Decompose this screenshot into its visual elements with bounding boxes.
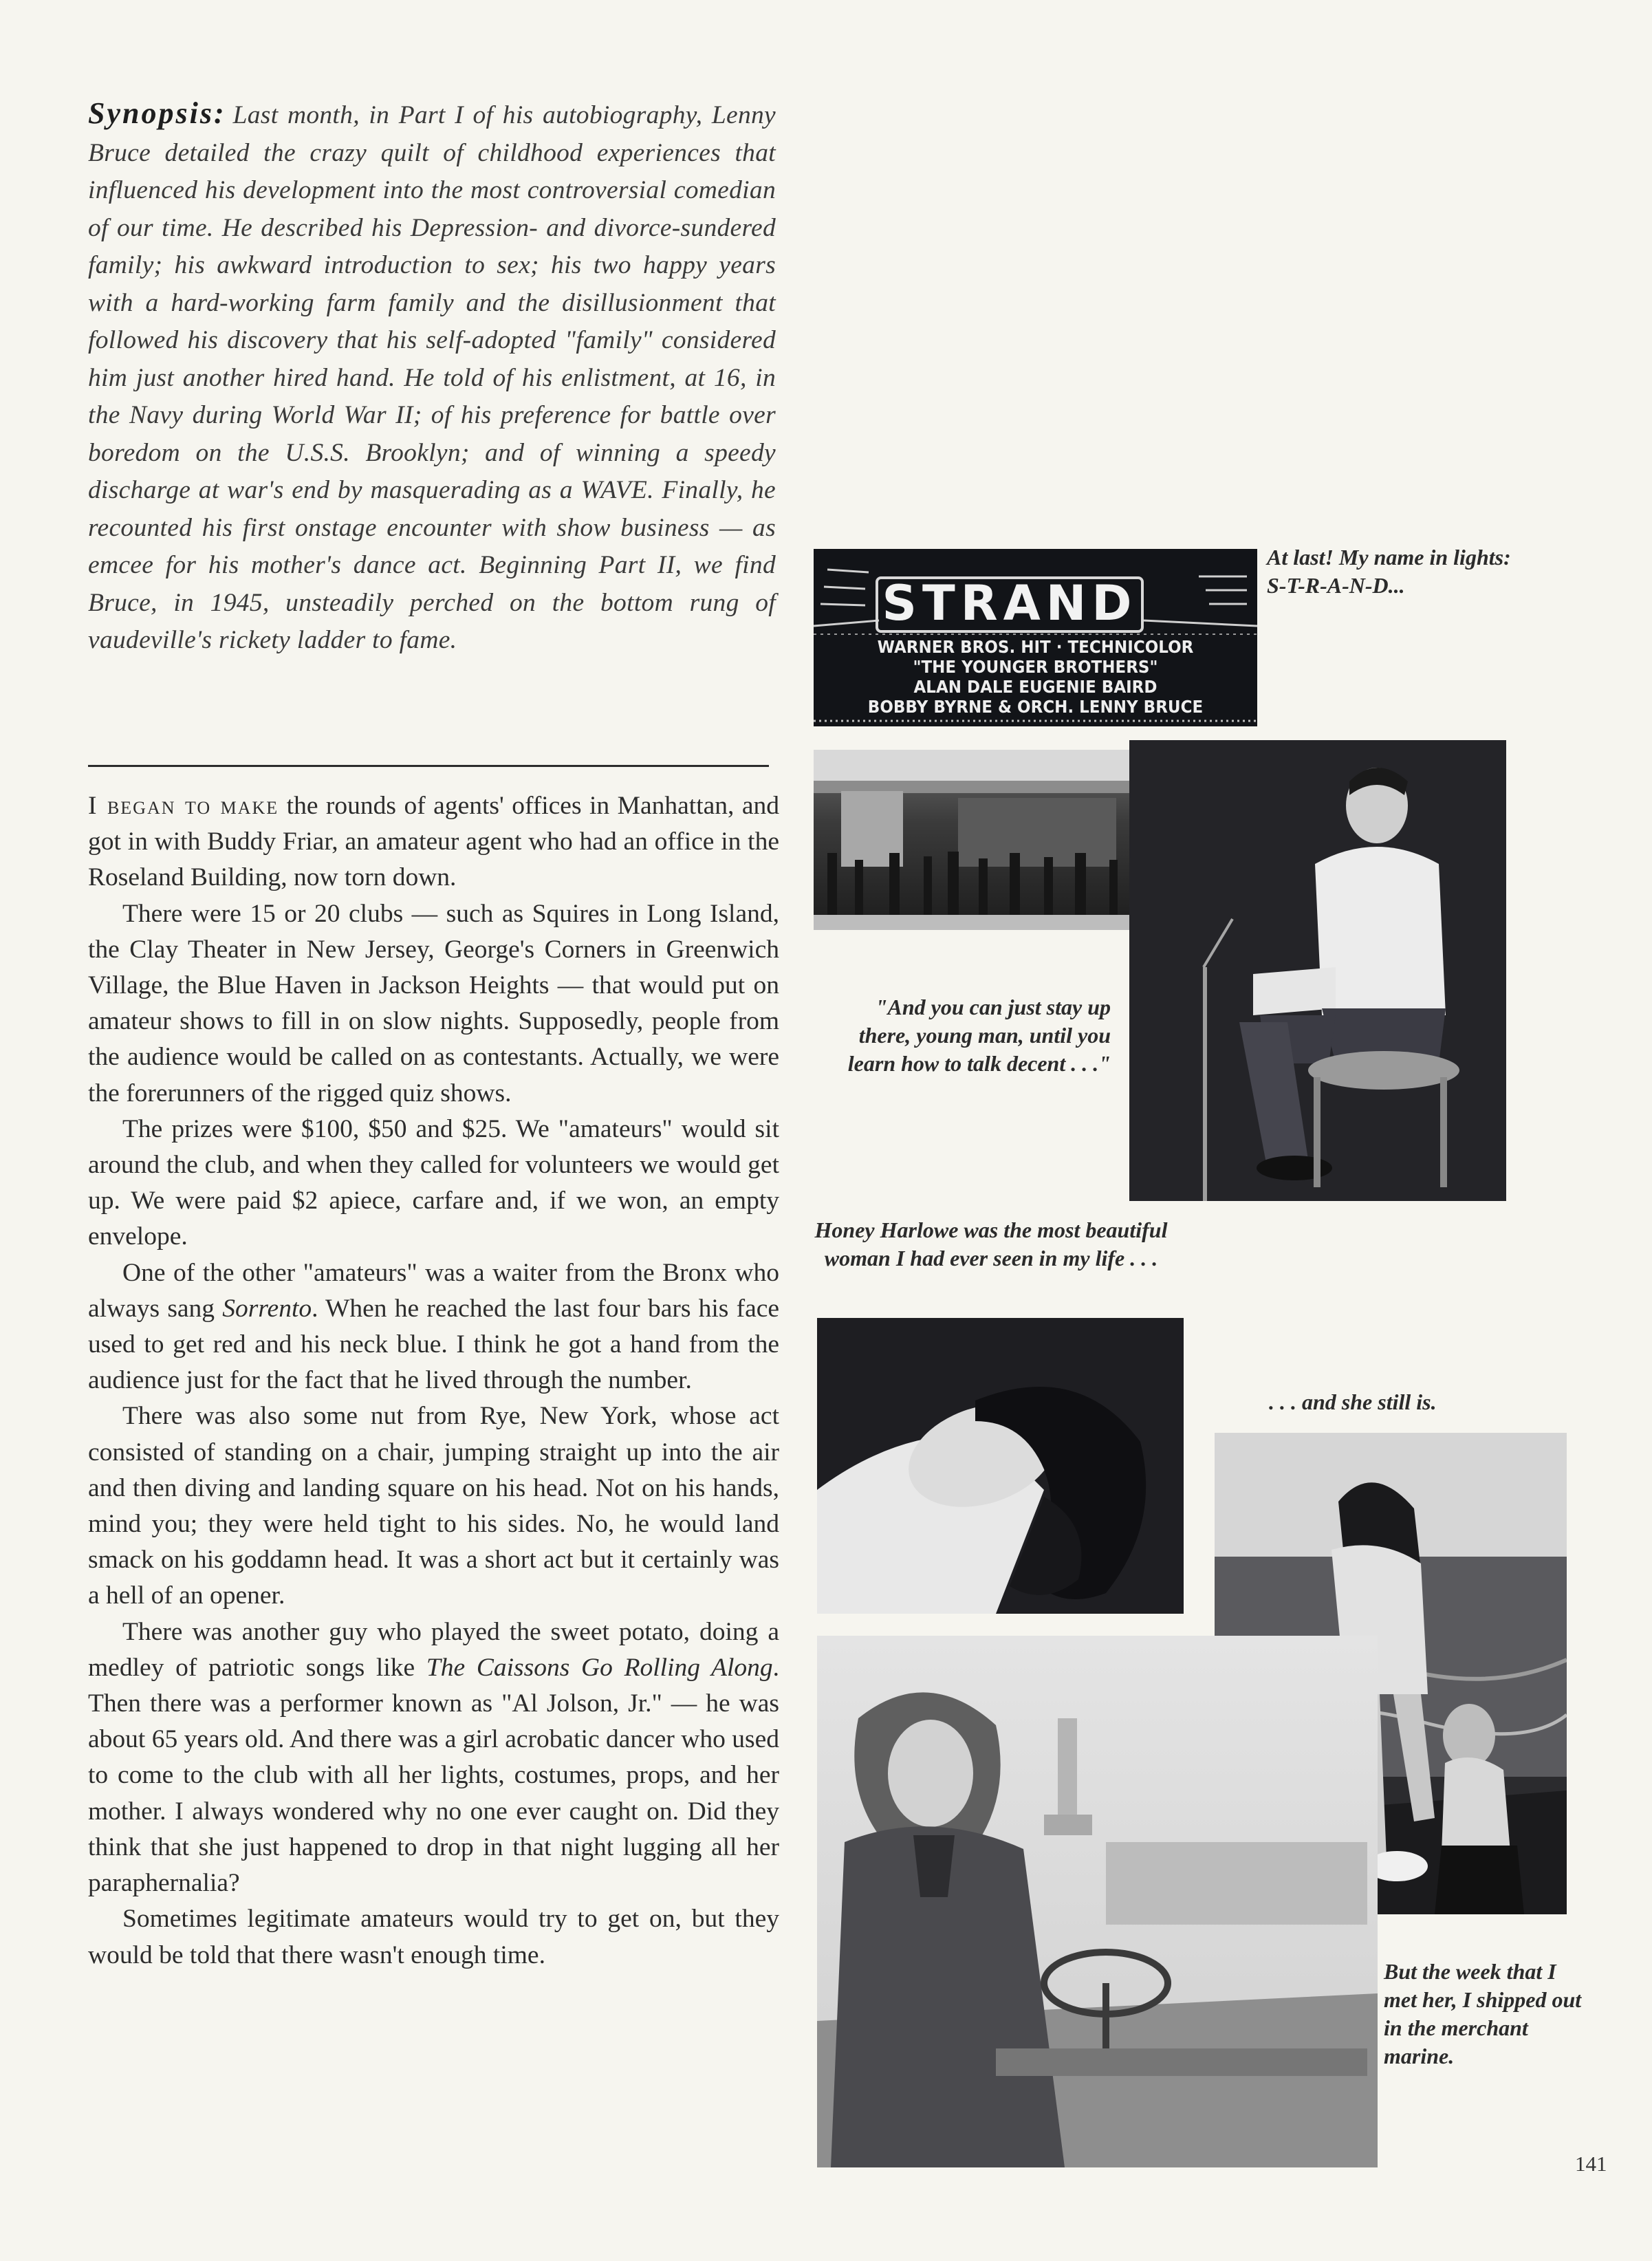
marquee-line-1: WARNER BROS. HIT · TECHNICOLOR bbox=[877, 637, 1194, 657]
paragraph-4 bbox=[88, 1255, 779, 1399]
paragraph-5: There was also some nut from Rye, New York, whose act consisted of standing on a chair, jumping straight up into the air and then diving and landing square on his head. Not on his hands, mind you; they were held tight to his sides. No, he would land smack on his goddamn head. It was a short act but it certainly was a hell of an opener. bbox=[88, 1402, 779, 1610]
page-number: 141 bbox=[1575, 2152, 1607, 2176]
strand-marquee-photo bbox=[814, 549, 1257, 726]
paragraph-1-lead: I began to make bbox=[88, 792, 279, 820]
marquee-line-2: "THE YOUNGER BROTHERS" bbox=[913, 657, 1158, 677]
marquee-lines bbox=[838, 637, 1233, 717]
caption-honey-harlowe: Honey Harlowe was the most beautiful woman I had ever seen in my life . . . bbox=[814, 1218, 1168, 1270]
marquee-sign: STRAND bbox=[876, 576, 1144, 633]
paragraph-6-text-b: . Then there was a performer known as "Al Jolson, Jr." — he was about 65 years old. And there was a girl acrobatic dancer who used to come to the club with all her lights, costumes, props, and her mother. I always wondered why no one ever caught on. Did they think that she just happened to drop in that night lugging all her paraphernalia? bbox=[88, 1653, 780, 1898]
merchant-marine-photo bbox=[817, 1636, 1378, 2167]
paragraph-4-text-b: . When he reached the last four bars his face used to get red and his neck blue. I think he got a hand from the audience just for the fact that he lived through the number. bbox=[88, 1294, 780, 1395]
caption-strand: At last! My name in lights: S-T-R-A-N-D... bbox=[1267, 545, 1511, 598]
marquee-line-3: ALAN DALE EUGENIE BAIRD bbox=[913, 677, 1158, 697]
lenny-on-stool-photo bbox=[1129, 740, 1506, 1201]
marquee-line-4: BOBBY BYRNE & ORCH. LENNY BRUCE bbox=[867, 697, 1204, 717]
paragraph-3: The prizes were $100, $50 and $25. We "amateurs" would sit around the club, and when they called for volunteers we would get up. We were paid $2 apiece, carfare and, if we won, an empty envelope. bbox=[88, 1114, 779, 1251]
honey-harlowe-portrait-photo bbox=[817, 1318, 1184, 1614]
song-title-caissons: The Caissons Go Rolling Along bbox=[426, 1653, 773, 1682]
honey-harlowe-portrait-art bbox=[817, 1318, 1184, 1614]
divider-rule bbox=[88, 765, 769, 767]
caption-still-is: . . . and she still is. bbox=[1269, 1389, 1437, 1414]
caption-stay-up-there: "And you can just stay up there, young man, until you learn how to talk decent . . ." bbox=[847, 995, 1111, 1076]
synopsis-lead: Synopsis: bbox=[88, 96, 226, 130]
synopsis-text: Last month, in Part I of his autobiography, Lenny Bruce detailed the crazy quilt of childhood experiences that influenced his development into the most controversial comedian of our time. He described his Depression- and divorce-sundered family; his awkward introduction to sex; his two happy years with a hard-working farm family and the disillusionment that followed his discovery that his self-adopted "family" considered him just another hired hand. He told of his enlistment, at 16, in the Navy during World War II; of his preference for battle over boredom on the U.S.S. Brooklyn; and of winning a speedy discharge at war's end by masquerading as a WAVE. Finally, he recounted his first onstage encounter with show business — as emcee for his mother's dance act. Beginning Part II, we find Bruce, in 1945, unsteadily perched on the bottom rung of vaudeville's rickety ladder to fame. bbox=[88, 101, 776, 654]
song-title-sorrento: Sorrento bbox=[222, 1294, 312, 1323]
paragraph-6 bbox=[88, 1614, 779, 1902]
merchant-marine-art bbox=[817, 1636, 1378, 2167]
lenny-on-stool-art bbox=[1129, 740, 1506, 1201]
paragraph-2: There were 15 or 20 clubs — such as Squires in Long Island, the Clay Theater in New Jersey, George's Corners in Greenwich Village, the Blue Haven in Jackson Heights — that would put on amateur shows to fill in on slow nights. Supposedly, people from the audience would be called on as contestants. Actually, we were the forerunners of the rigged quiz shows. bbox=[88, 899, 779, 1107]
synopsis bbox=[88, 95, 776, 660]
paragraph-1 bbox=[88, 788, 779, 896]
paragraph-6-text-a: There was another guy who played the sweet potato, doing a medley of patriotic songs like bbox=[88, 1617, 779, 1682]
caption-merchant-marine: But the week that I met her, I shipped out in the merchant marine. bbox=[1384, 1959, 1582, 2068]
article-body bbox=[88, 788, 779, 1973]
paragraph-4-text-a: One of the other "amateurs" was a waiter from the Bronx who always sang bbox=[88, 1258, 779, 1323]
paragraph-7: Sometimes legitimate amateurs would try to get on, but they would be told that there wasn't enough time. bbox=[88, 1905, 779, 1969]
paragraph-1-text: the rounds of agents' offices in Manhattan, and got in with Buddy Friar, an amateur agent who had an office in the Roseland Building, now torn down. bbox=[88, 792, 779, 892]
